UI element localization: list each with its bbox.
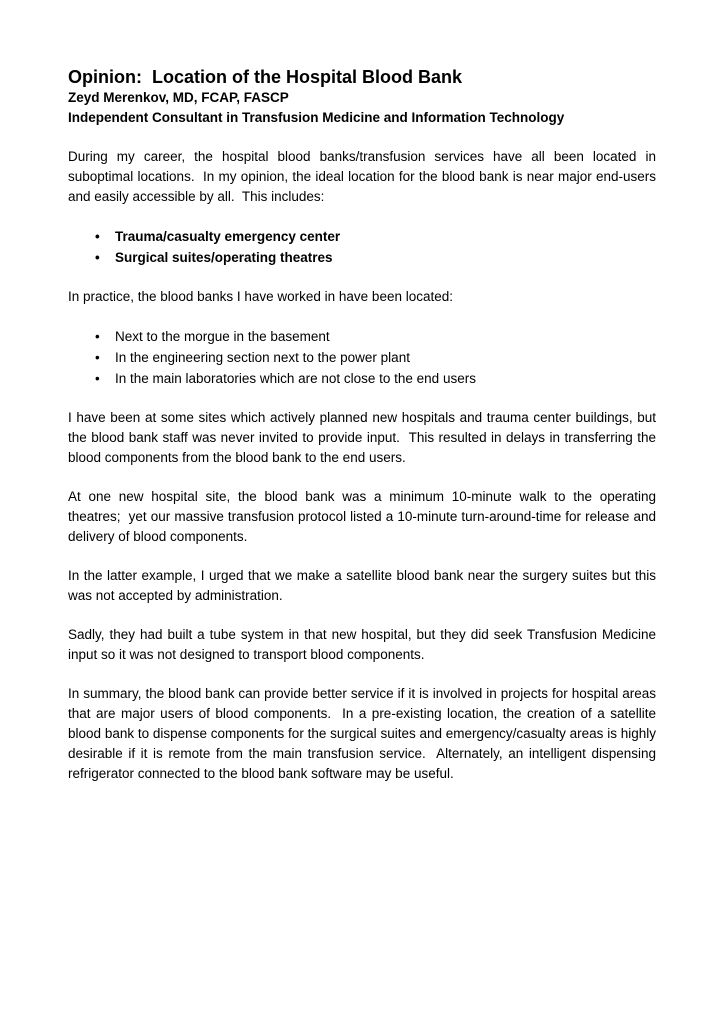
document-title: Opinion: Location of the Hospital Blood Bank <box>68 67 462 87</box>
paragraph-tube-system: Sadly, they had built a tube system in that new hospital, but they did seek Transfusion Medicine input so it was not designed to transport blood components. <box>68 627 656 662</box>
paragraph-intro: During my career, the hospital blood banks/transfusion services have all been located in suboptimal locations. In my opinion, the ideal location for the blood bank is near major end-users and easily accessible by all. This includes: <box>68 149 656 204</box>
list-item-main-laboratories: • In the main laboratories which are not close to the end users <box>115 368 656 389</box>
paragraph-satellite: In the latter example, I urged that we make a satellite blood bank near the surgery suites but this was not accepted by administration. <box>68 568 656 603</box>
list-item-morgue: • Next to the morgue in the basement <box>115 326 656 347</box>
list-item-engineering: • In the engineering section next to the power plant <box>115 347 656 368</box>
list-item-trauma-center: • Trauma/casualty emergency center <box>115 226 656 247</box>
affiliation-line: Independent Consultant in Transfusion Medicine and Information Technology <box>68 110 565 125</box>
paragraph-summary: In summary, the blood bank can provide better service if it is involved in projects for hospital areas that are major users of blood components. In a pre-existing location, the creation of a satellite blood bank to dispense components for the surgical suites and emergency/casualty areas is highly desirable if it is remote from the main transfusion service. Alternately, an intelligent dispensing refrigerator connected to the blood bank software may be useful. <box>68 686 656 781</box>
ideal-locations-list <box>68 226 656 268</box>
list-item-surgical-suites: • Surgical suites/operating theatres <box>115 247 656 268</box>
paragraph-practice-intro: In practice, the blood banks I have worked in have been located: <box>68 289 454 304</box>
worked-locations-list <box>68 326 656 389</box>
paragraph-walk: At one new hospital site, the blood bank was a minimum 10-minute walk to the operating theatres; yet our massive transfusion protocol listed a 10-minute turn-around-time for release and delivery of blood components. <box>68 489 656 544</box>
author-line: Zeyd Merenkov, MD, FCAP, FASCP <box>68 90 289 105</box>
paragraph-sites: I have been at some sites which actively planned new hospitals and trauma center buildings, but the blood bank staff was never invited to provide input. This resulted in delays in transferring the blood components from the blood bank to the end users. <box>68 410 656 465</box>
